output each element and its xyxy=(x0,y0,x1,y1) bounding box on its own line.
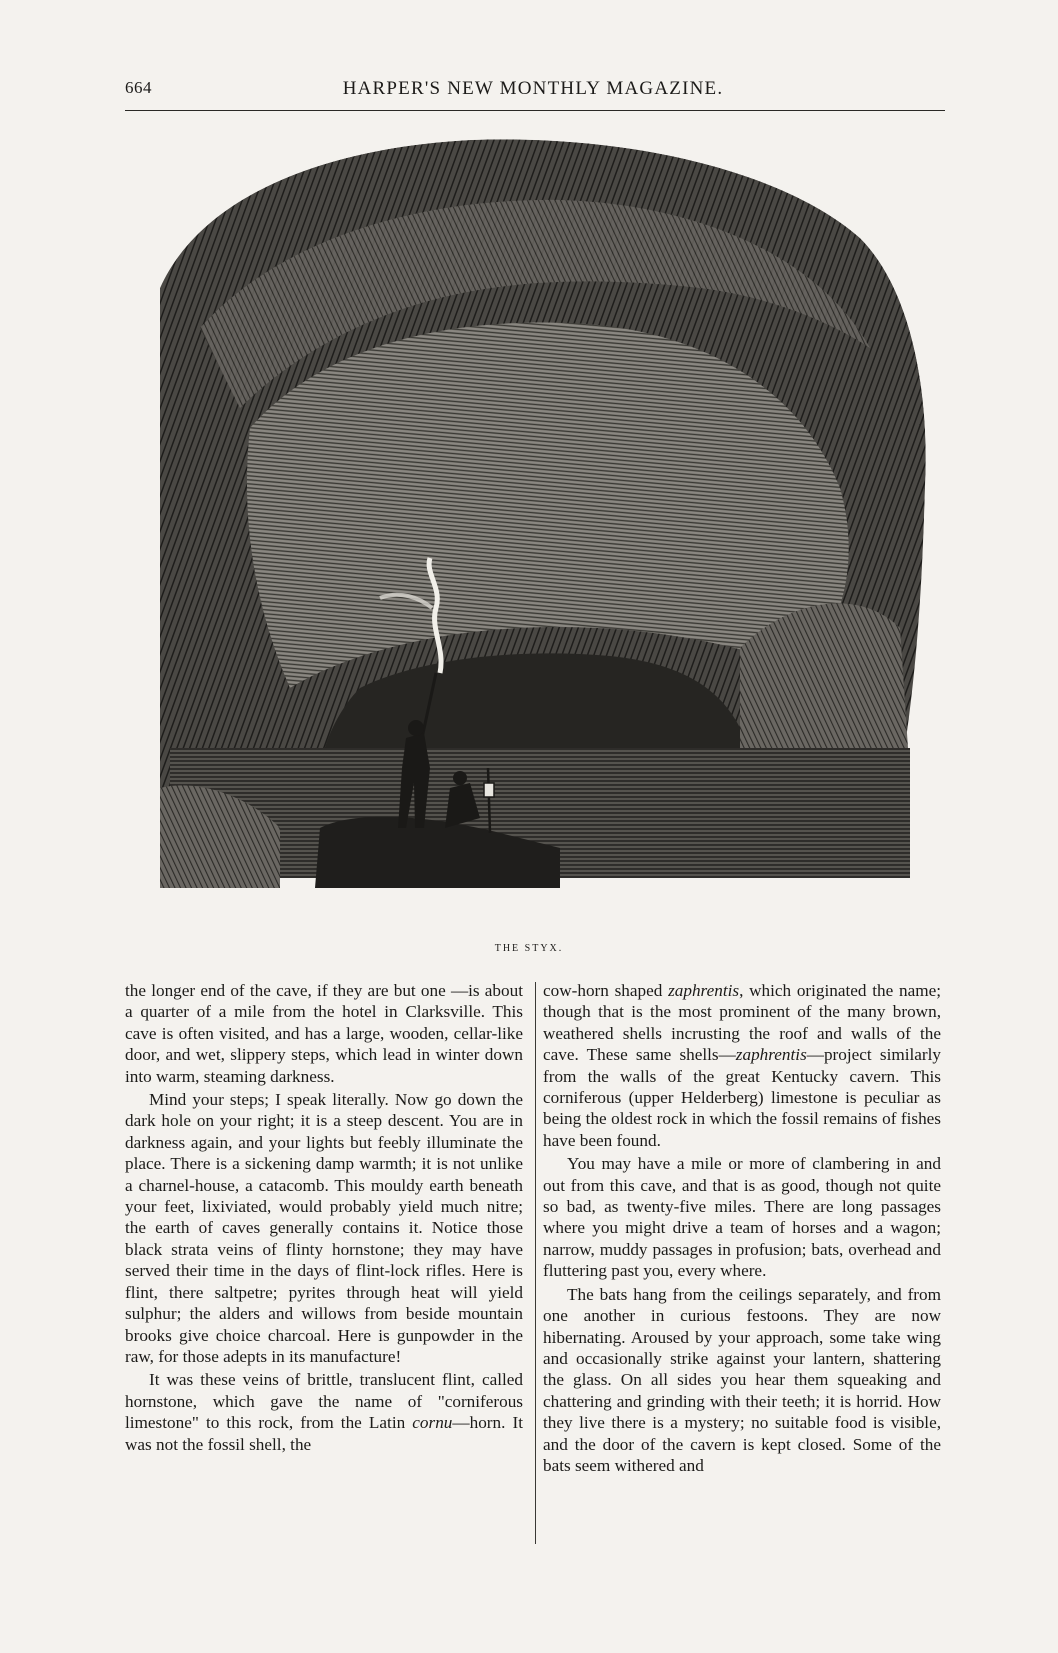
right-paragraph-3: The bats hang from the ceilings separately, and from one another in curious festoons. They are now hibernating. Aroused by your approach, some take wing and occasionally strike against your lantern, shattering the glass. On all sides you hear them squeaking and chattering and grinding with their teeth; it is horrid. How they live there is a mystery; no suitable food is visible, and the door of the cavern is kept closed. Some of the bats seem withered and xyxy=(543,1284,941,1475)
right-p1-genus-1: zaphrentis xyxy=(668,981,740,1000)
left-p3-text-a: It was these veins of brittle, translucent flint, called hornstone, which gave the name of "corniferous limestone" to this rock, from the Latin xyxy=(125,1370,523,1433)
left-p3-latin-word: cornu xyxy=(412,1413,453,1433)
left-p3-text-b: —horn. It was not the fossil shell, the xyxy=(125,1413,523,1454)
right-p1-text-c: —project similarly from the walls of the great Kentucky cavern. This corniferous (upper Helderberg) limestone is peculiar as being the oldest rock in which the fossil remains of fishes have been found. xyxy=(543,1045,941,1150)
right-p1-text-a: cow-horn shaped xyxy=(543,981,669,1000)
right-paragraph-1 xyxy=(543,980,941,1151)
page-number: 664 xyxy=(125,78,152,97)
right-column xyxy=(543,980,941,1476)
right-paragraph-2: You may have a mile or more of clambering in and out from this cave, and that is as good, though not quite so bad, as twenty-five miles. There are long passages where you might drive a team of horses and a wagon; narrow, muddy passages in profusion; bats, overhead and fluttering past you, every where. xyxy=(543,1154,941,1281)
cave-engraving-icon xyxy=(140,128,940,938)
magazine-title: HARPER'S NEW MONTHLY MAGAZINE. xyxy=(342,78,724,99)
illustration-caption: THE STYX. xyxy=(494,943,564,954)
right-p1-text-b: , which originated the name; though that is the most prominent of the many brown, weathered shells incrusting the roof and walls of the cave. These same shells— xyxy=(543,981,941,1065)
page-header xyxy=(125,78,941,106)
left-paragraph-1: the longer end of the cave, if they are but one —is about a quarter of a mile from the hotel in Clarksville. This cave is often visited, and has a large, wooden, cellar-like door, and wet, slippery steps, which lead in winter down into warm, steaming darkness. xyxy=(125,981,523,1086)
column-divider xyxy=(535,982,536,1544)
header-rule xyxy=(125,110,945,111)
left-paragraph-3 xyxy=(125,1369,523,1455)
right-p1-genus-2: zaphrentis xyxy=(735,1045,807,1065)
left-column xyxy=(125,980,523,1455)
left-paragraph-2: Mind your steps; I speak literally. Now go down the dark hole on your right; it is a steep descent. You are in darkness again, and your lights but feebly illuminate the place. There is a sickening damp warmth; it is not unlike a charnel-house, a catacomb. This mouldy earth beneath your feet, lixiviated, would probably yield much nitre; the earth of caves generally contains it. Notice those black strata veins of flinty hornstone; they may have served their time in the days of flint-lock rifles. Here is flint, there saltpetre; pyrites through heat will yield sulphur; the alders and willows from beside mountain brooks give choice charcoal. Here is gunpowder in the raw, for those adepts in its manufacture! xyxy=(125,1090,523,1366)
